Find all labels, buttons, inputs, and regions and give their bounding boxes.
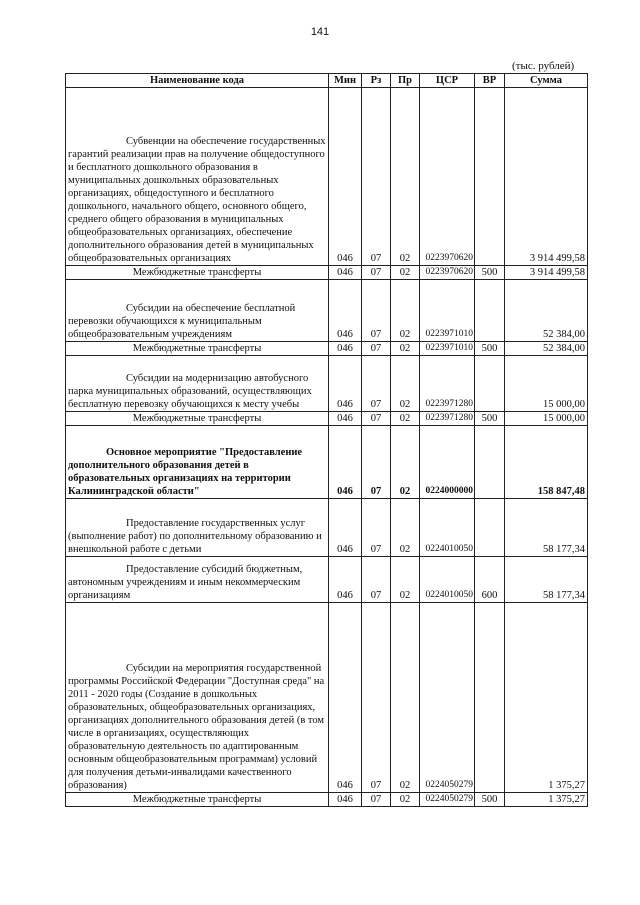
row-csr: 0223971280 [420, 356, 475, 412]
row-rz: 07 [362, 603, 391, 793]
row-vr [475, 603, 505, 793]
row-name: Субсидии на модернизацию автобусного парка муниципальных образований, осуществляющих бесплатную перевозку обучающихся к месту учебы [68, 373, 312, 410]
row-sum: 52 384,00 [505, 280, 588, 342]
row-pr: 02 [391, 793, 420, 807]
row-name: Субсидии на обеспечение бесплатной перевозки обучающихся к муниципальным общеобразовательным учреждениям [68, 303, 296, 340]
row-min: 046 [329, 88, 362, 266]
row-vr: 500 [475, 412, 505, 426]
row-sum: 52 384,00 [505, 342, 588, 356]
row-sum: 1 375,27 [505, 793, 588, 807]
table-row [66, 412, 588, 426]
table-row [66, 499, 588, 557]
header-vr: ВР [475, 74, 505, 88]
row-name: Межбюджетные трансферты [66, 793, 329, 807]
table-header-row [66, 74, 588, 88]
table-row [66, 88, 588, 266]
row-csr: 0224050279 [420, 793, 475, 807]
row-pr: 02 [391, 499, 420, 557]
row-vr [475, 356, 505, 412]
row-rz: 07 [362, 88, 391, 266]
row-vr: 500 [475, 342, 505, 356]
row-min: 046 [329, 342, 362, 356]
header-pr: Пр [391, 74, 420, 88]
row-name: Предоставление государственных услуг (выполнение работ) по дополнительному образованию и внешкольной работе с детьми [68, 518, 322, 555]
row-min: 046 [329, 499, 362, 557]
table-row [66, 266, 588, 280]
table-row [66, 356, 588, 412]
row-rz: 07 [362, 412, 391, 426]
row-sum: 15 000,00 [505, 412, 588, 426]
row-name: Предоставление субсидий бюджетным, автономным учреждениям и иным некоммерческим организациям [68, 564, 303, 601]
row-pr: 02 [391, 342, 420, 356]
row-pr: 02 [391, 88, 420, 266]
row-vr [475, 88, 505, 266]
header-min: Мин [329, 74, 362, 88]
row-name: Субвенции на обеспечение государственных гарантий реализации прав на получение общедоступного и бесплатного дошкольного образования в муниципальных дошкольных образовательных организациях, общедоступного и бесплатного дошкольного, начального общего, основного общего, среднего общего образования в муниципальных общеобразовательных организациях, обеспечение дополнительного образования детей в муниципальных общеобразовательных организациях [68, 136, 326, 264]
row-sum: 15 000,00 [505, 356, 588, 412]
row-csr: 0223971010 [420, 342, 475, 356]
row-sum: 3 914 499,58 [505, 266, 588, 280]
row-name: Межбюджетные трансферты [66, 412, 329, 426]
header-name: Наименование кода [66, 74, 329, 88]
row-pr: 02 [391, 557, 420, 603]
header-sum: Сумма [505, 74, 588, 88]
budget-table [65, 73, 588, 807]
row-min: 046 [329, 266, 362, 280]
row-sum: 58 177,34 [505, 557, 588, 603]
row-pr: 02 [391, 426, 420, 499]
row-rz: 07 [362, 499, 391, 557]
table-row [66, 280, 588, 342]
row-sum: 1 375,27 [505, 603, 588, 793]
row-min: 046 [329, 557, 362, 603]
row-sum: 58 177,34 [505, 499, 588, 557]
row-rz: 07 [362, 280, 391, 342]
row-vr: 600 [475, 557, 505, 603]
row-vr [475, 426, 505, 499]
table-row [66, 426, 588, 499]
table-row [66, 342, 588, 356]
row-min: 046 [329, 426, 362, 499]
row-rz: 07 [362, 266, 391, 280]
row-rz: 07 [362, 426, 391, 499]
row-pr: 02 [391, 356, 420, 412]
row-pr: 02 [391, 603, 420, 793]
table-row [66, 793, 588, 807]
row-csr: 0223970620 [420, 266, 475, 280]
row-csr: 0224050279 [420, 603, 475, 793]
row-vr [475, 280, 505, 342]
row-sum: 3 914 499,58 [505, 88, 588, 266]
row-rz: 07 [362, 557, 391, 603]
row-pr: 02 [391, 266, 420, 280]
row-csr: 0223971280 [420, 412, 475, 426]
row-pr: 02 [391, 280, 420, 342]
row-csr: 0224010050 [420, 499, 475, 557]
row-sum: 158 847,48 [505, 426, 588, 499]
row-name: Межбюджетные трансферты [66, 342, 329, 356]
page-number: 141 [310, 26, 330, 38]
header-csr: ЦСР [420, 74, 475, 88]
row-csr: 0224000000 [420, 426, 475, 499]
row-name: Межбюджетные трансферты [66, 266, 329, 280]
row-name: Субсидии на мероприятия государственной программы Российской Федерации "Доступная среда" на 2011 - 2020 годы (Создание в дошкольных образовательных, общеобразовательных организациях, организациях дополнительного образования детей (в том числе в организациях, осуществляющих образовательную деятельность по адаптированным основным общеобразовательным программам) условий для получения детьми-инвалидами качественного образования) [68, 663, 325, 791]
row-min: 046 [329, 356, 362, 412]
row-pr: 02 [391, 412, 420, 426]
row-min: 046 [329, 793, 362, 807]
units-label: (тыс. рублей) [512, 60, 575, 72]
row-csr: 0223970620 [420, 88, 475, 266]
row-vr: 500 [475, 266, 505, 280]
table-row [66, 557, 588, 603]
row-csr: 0224010050 [420, 557, 475, 603]
table-row [66, 603, 588, 793]
row-rz: 07 [362, 356, 391, 412]
row-vr [475, 499, 505, 557]
row-vr: 500 [475, 793, 505, 807]
row-rz: 07 [362, 793, 391, 807]
row-csr: 0223971010 [420, 280, 475, 342]
row-min: 046 [329, 280, 362, 342]
row-rz: 07 [362, 342, 391, 356]
row-min: 046 [329, 603, 362, 793]
row-min: 046 [329, 412, 362, 426]
header-rz: Рз [362, 74, 391, 88]
row-name: Основное мероприятие "Предоставление дополнительного образования детей в образовательных организациях на территории Калининградской области" [68, 447, 303, 497]
